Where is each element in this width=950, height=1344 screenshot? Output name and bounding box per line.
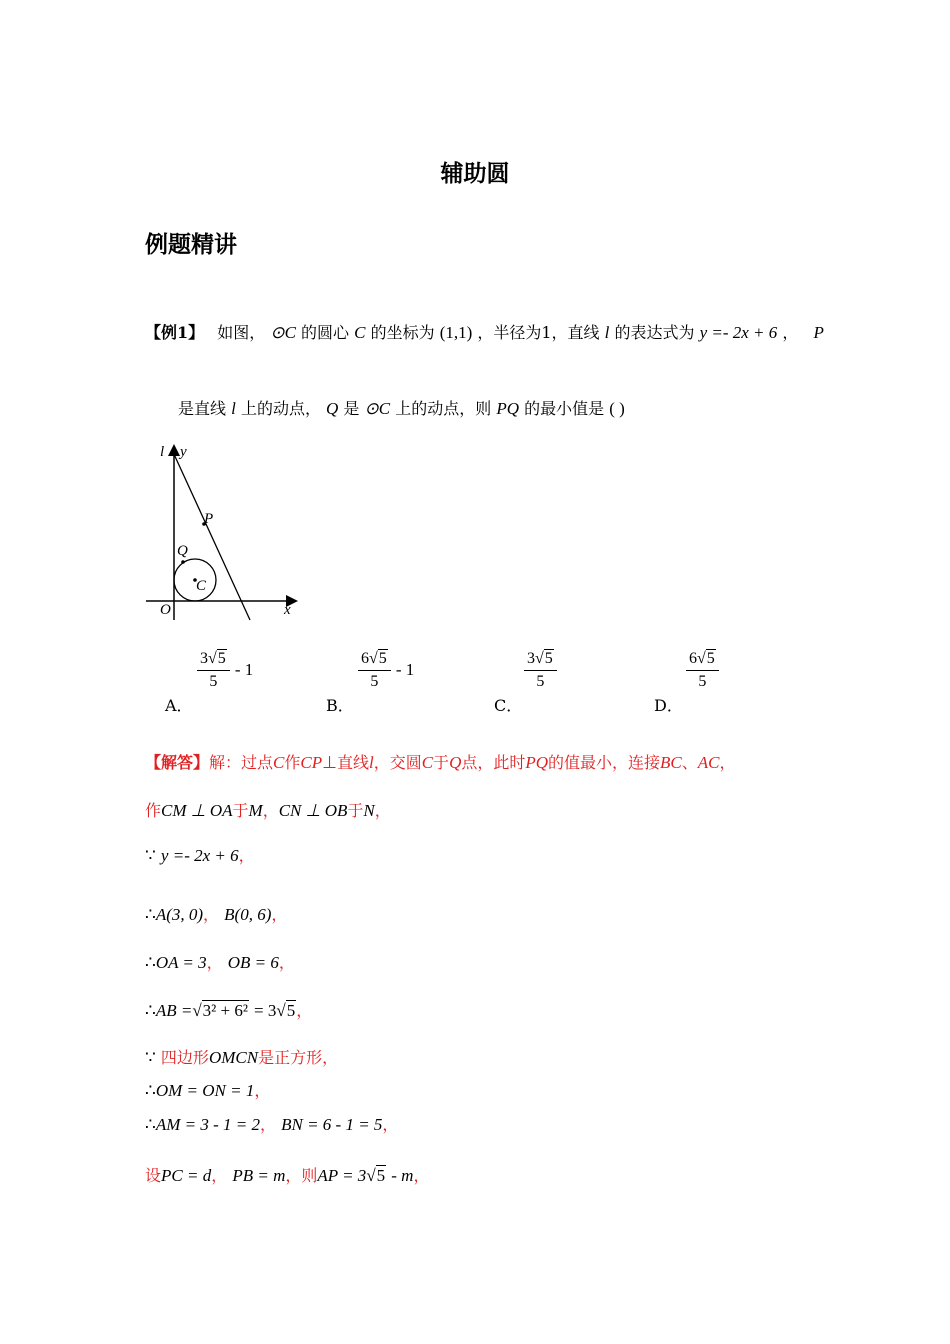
line-l [173,452,250,620]
solution-line-2: 作CM ⊥ OA于M，CN ⊥ OB于N， [145,801,391,820]
page-title: 辅助圆 [440,161,510,187]
solution-line-9: ∴AM = 3 - 1 = 2， BN = 6 - 1 = 5， [145,1115,399,1134]
example-line-2: 是直线 l 上的动点， Q 是 ⊙C 上的动点，则 PQ 的最小值是 ( ) [178,399,625,418]
option-b-label: B． [326,696,354,715]
example-line-1: 【例1】 如图， ⊙C 的圆心 C 的坐标为 (1,1) ，半径为1，直线 l 的表达式为 y =- 2x + 6 ， P [145,323,824,342]
point-q [181,560,185,564]
solution-tag: 【解答】 [145,753,210,772]
option-d-label: D． [654,696,683,715]
solution-line-5: ∴OA = 3， OB = 6， [145,953,295,972]
circle-c-symbol: ⊙C [270,323,296,342]
solution-line-7: ∵ 四边形OMCN是正方形， [145,1048,339,1067]
solution-line-1: 【解答】解：过点C作CP⊥直线l，交圆C于Q点，此时PQ的值最小，连接BC、AC， [145,753,736,772]
label-o: O [160,602,171,618]
geometry-figure [140,438,310,628]
solution-line-4: ∴A(3, 0)， B(0, 6)， [145,905,288,924]
answer-blank: ( ) [609,399,625,418]
line-equation: y =- 2x + 6 [699,323,778,342]
option-a-label: A． [165,696,193,715]
solution-line-10: 设PC = d， PB = m，则AP = 3√5 - m， [145,1166,430,1185]
example-tag: 【例1】 [145,323,205,342]
solution-line-8: ∴OM = ON = 1， [145,1081,271,1100]
label-x: x [284,602,291,618]
option-c-label: C． [494,696,523,715]
label-q: Q [177,543,188,559]
center-coordinate: (1,1) [439,323,473,342]
section-heading: 例题精讲 [145,232,237,258]
solution-line-3: ∵ y =- 2x + 6， [145,846,255,865]
solution-line-6: ∴AB =√3² + 6² = 3√5， [145,1001,313,1020]
label-y: y [180,444,187,460]
label-p: P [204,511,214,527]
label-l: l [160,444,165,460]
label-c: C [196,578,207,594]
